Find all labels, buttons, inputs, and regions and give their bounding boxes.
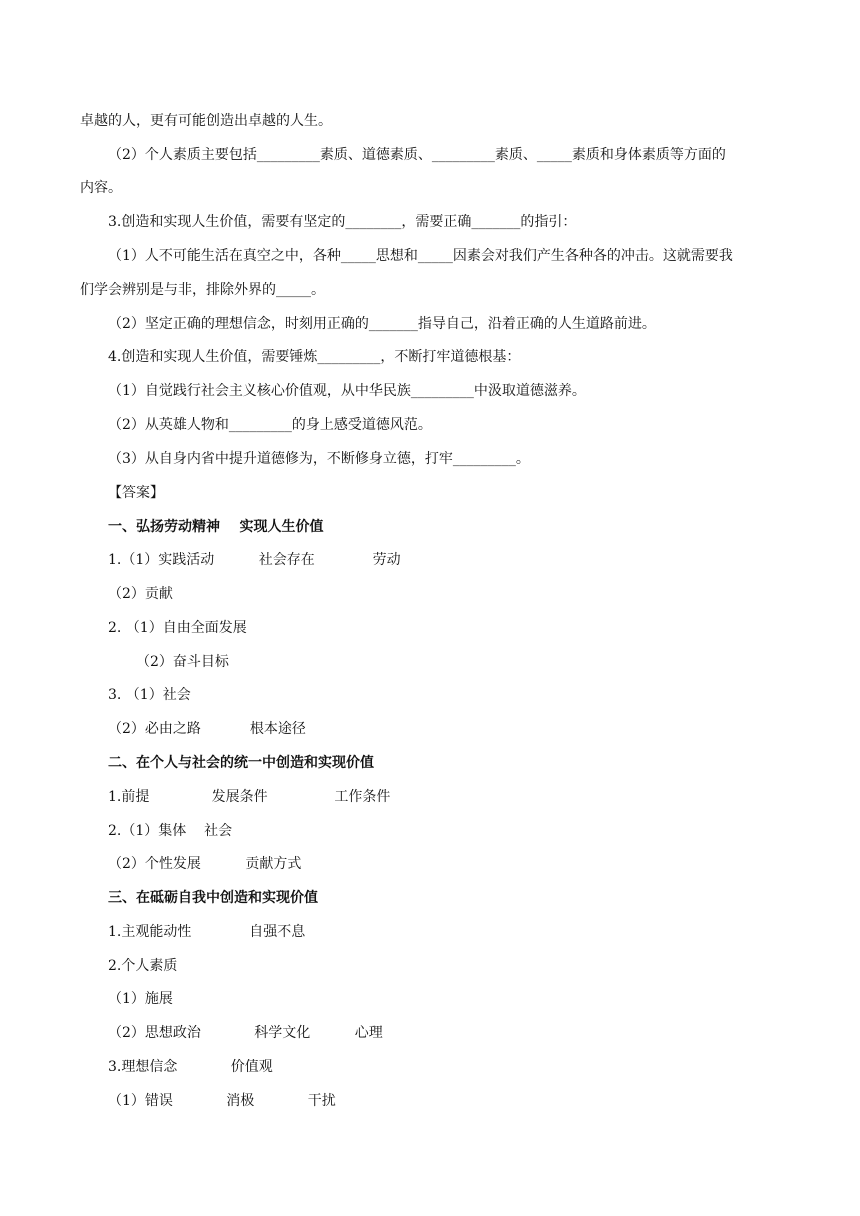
answer-s3-item-1: 1.主观能动性 自强不息 [108,924,306,940]
answer-s2-item-2: 2.（1）集体 社会 [108,823,233,839]
question-2-tail: 卓越的人，更有可能创造出卓越的人生。 [80,113,332,129]
answer-section-3-title: 三、在砥砺自我中创造和实现价值 [108,890,318,906]
answer-s1-item-2: 2. （1）自由全面发展 [108,620,247,636]
answer-s1-item-1b: （2）贡献 [108,586,173,602]
question-4-2: （2）从英雄人物和_________的身上感受道德风范。 [108,417,432,433]
answer-heading: 【答案】 [108,485,164,501]
answer-s3-item-3: 3.理想信念 价值观 [108,1059,273,1075]
answer-s3-item-3a: （1）错误 消极 干扰 [108,1093,336,1109]
answer-section-1-title: 一、弘扬劳动精神 实现人生价值 [108,519,324,535]
answer-s3-item-2b: （2）思想政治 科学文化 心理 [108,1025,383,1041]
question-4-3: （3）从自身内省中提升道德修为，不断修身立德，打牢_________。 [108,451,530,467]
answer-s3-item-2: 2.个人素质 [108,958,178,974]
answer-s1-item-1: 1.（1）实践活动 社会存在 劳动 [108,552,401,568]
answer-s1-item-2b: （2）奋斗目标 [136,654,229,670]
question-3-1-line1: （1）人不可能生活在真空之中，各种_____思想和_____因素会对我们产生各种各的冲击。这就需要我 [108,248,733,264]
question-3-1-line2: 们学会辨别是与非，排除外界的_____。 [80,282,325,298]
answer-section-2-title: 二、在个人与社会的统一中创造和实现价值 [108,755,374,771]
question-2-2-line1: （2）个人素质主要包括_________素质、道德素质、_________素质、_____素质和身体素质等方面的 [108,147,726,163]
answer-s2-item-2b: （2）个性发展 贡献方式 [108,856,302,872]
question-4-1: （1）自觉践行社会主义核心价值观，从中华民族_________中汲取道德滋养。 [108,383,586,399]
answer-s2-item-1: 1.前提 发展条件 工作条件 [108,789,391,805]
answer-s1-item-3b: （2）必由之路 根本途径 [108,721,306,737]
answer-s3-item-2a: （1）施展 [108,991,173,1007]
question-3-2: （2）坚定正确的理想信念，时刻用正确的_______指导自己，沿着正确的人生道路前进。 [108,316,656,332]
question-3: 3.创造和实现人生价值，需要有坚定的________，需要正确_______的指引： [108,214,577,230]
question-4: 4.创造和实现人生价值，需要锤炼_________，不断打牢道德根基： [108,349,521,365]
answer-s1-item-3: 3. （1）社会 [108,687,191,703]
question-2-2-line2: 内容。 [80,180,122,196]
